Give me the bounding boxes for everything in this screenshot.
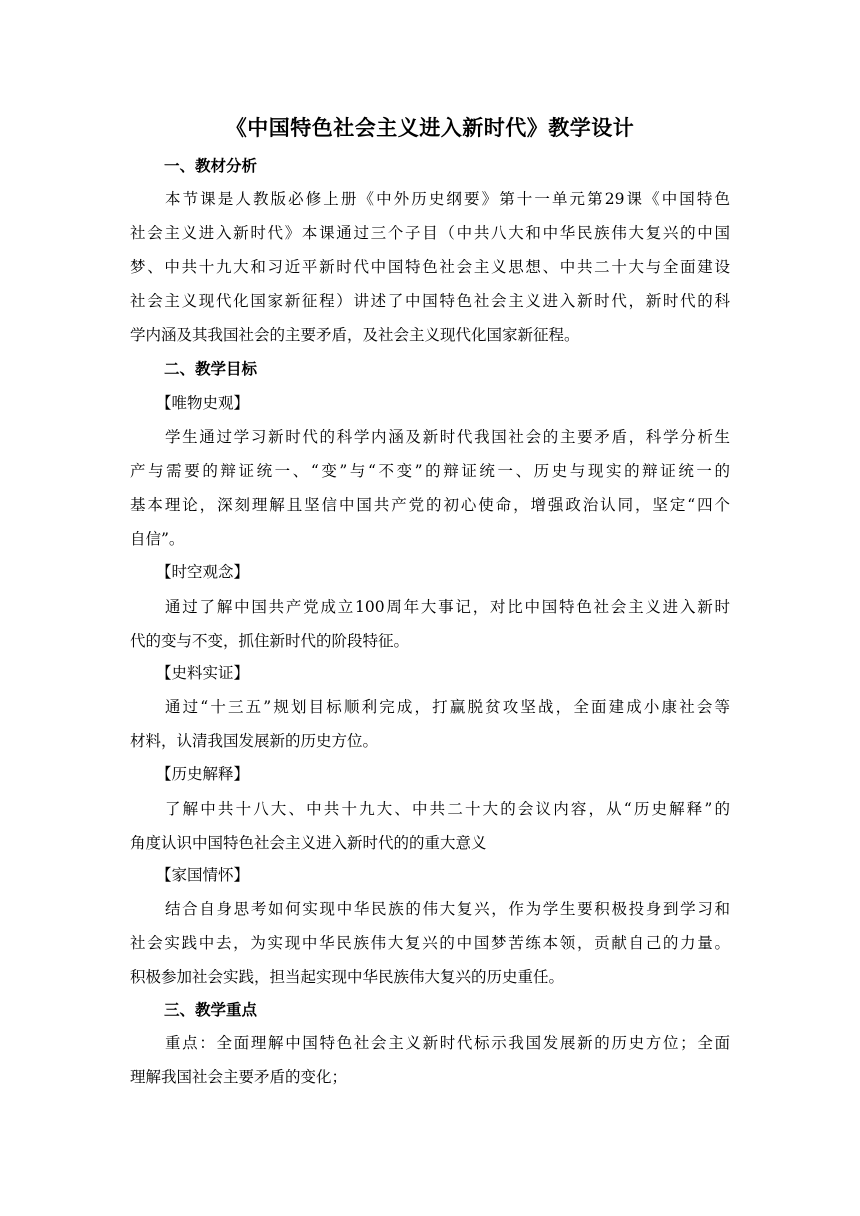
paragraph-evidence (130, 690, 730, 758)
text-line: 通过“十三五”规划目标顺利完成，打赢脱贫攻坚战，全面建成小康社会等 (165, 698, 730, 716)
text-line: 社会实践中去，为实现中华民族伟大复兴的中国梦苦练本领，贡献自己的力量。 (130, 934, 730, 952)
text-line: 社会主义现代化国家新征程）讲述了中国特色社会主义进入新时代，新时代的科 (130, 292, 730, 310)
paragraph-historical-materialism (130, 420, 730, 556)
paragraph-patriotism (130, 892, 730, 994)
subheading-interpretation: 【历史解释】 (156, 765, 250, 783)
subheading-spacetime: 【时空观念】 (156, 563, 250, 581)
subheading-patriotism: 【家国情怀】 (156, 866, 250, 884)
section-heading-goals: 二、教学目标 (164, 360, 258, 378)
text-line: 本节课是人教版必修上册《中外历史纲要》第十一单元第29课《中国特色 (165, 190, 730, 208)
text-line: 基本理论，深刻理解且坚信中国共产党的初心使命，增强政治认同，坚定“四个 (130, 496, 730, 514)
text-line: 材料，认清我国发展新的历史方位。 (130, 732, 379, 750)
subheading-evidence: 【史料实证】 (156, 664, 250, 682)
section-heading-key-points: 三、教学重点 (164, 1001, 258, 1019)
paragraph-spacetime (130, 590, 730, 658)
text-line: 了解中共十八大、中共十九大、中共二十大的会议内容，从“历史解释”的 (165, 800, 730, 818)
text-line: 通过了解中国共产党成立100周年大事记，对比中国特色社会主义进入新时 (165, 598, 730, 616)
text-line: 自信”。 (130, 530, 185, 548)
text-line: 社会主义进入新时代》本课通过三个子目（中共八大和中华民族伟大复兴的中国 (130, 224, 730, 242)
text-line: 结合自身思考如何实现中华民族的伟大复兴，作为学生要积极投身到学习和 (165, 900, 730, 918)
text-line: 重点：全面理解中国特色社会主义新时代标示我国发展新的历史方位；全面 (165, 1034, 730, 1052)
text-line: 学内涵及其我国社会的主要矛盾，及社会主义现代化国家新征程。 (130, 326, 580, 344)
text-line: 学生通过学习新时代的科学内涵及新时代我国社会的主要矛盾，科学分析生 (165, 428, 730, 446)
text-line: 产与需要的辩证统一、“变”与“不变”的辩证统一、历史与现实的辩证统一的 (130, 462, 730, 480)
paragraph-interpretation (130, 792, 730, 860)
paragraph-materials (130, 182, 730, 352)
section-heading-materials: 一、教材分析 (164, 157, 258, 175)
subheading-historical-materialism: 【唯物史观】 (156, 394, 250, 412)
text-line: 代的变与不变，抓住新时代的阶段特征。 (130, 632, 410, 650)
paragraph-key-points (130, 1026, 730, 1094)
text-line: 角度认识中国特色社会主义进入新时代的的重大意义 (130, 834, 487, 852)
text-line: 梦、中共十九大和习近平新时代中国特色社会主义思想、中共二十大与全面建设 (130, 258, 730, 276)
document-title: 《中国特色社会主义进入新时代》教学设计 (225, 116, 635, 140)
text-line: 积极参加社会实践，担当起实现中华民族伟大复兴的历史重任。 (130, 968, 565, 986)
text-line: 理解我国社会主要矛盾的变化； (130, 1068, 348, 1086)
